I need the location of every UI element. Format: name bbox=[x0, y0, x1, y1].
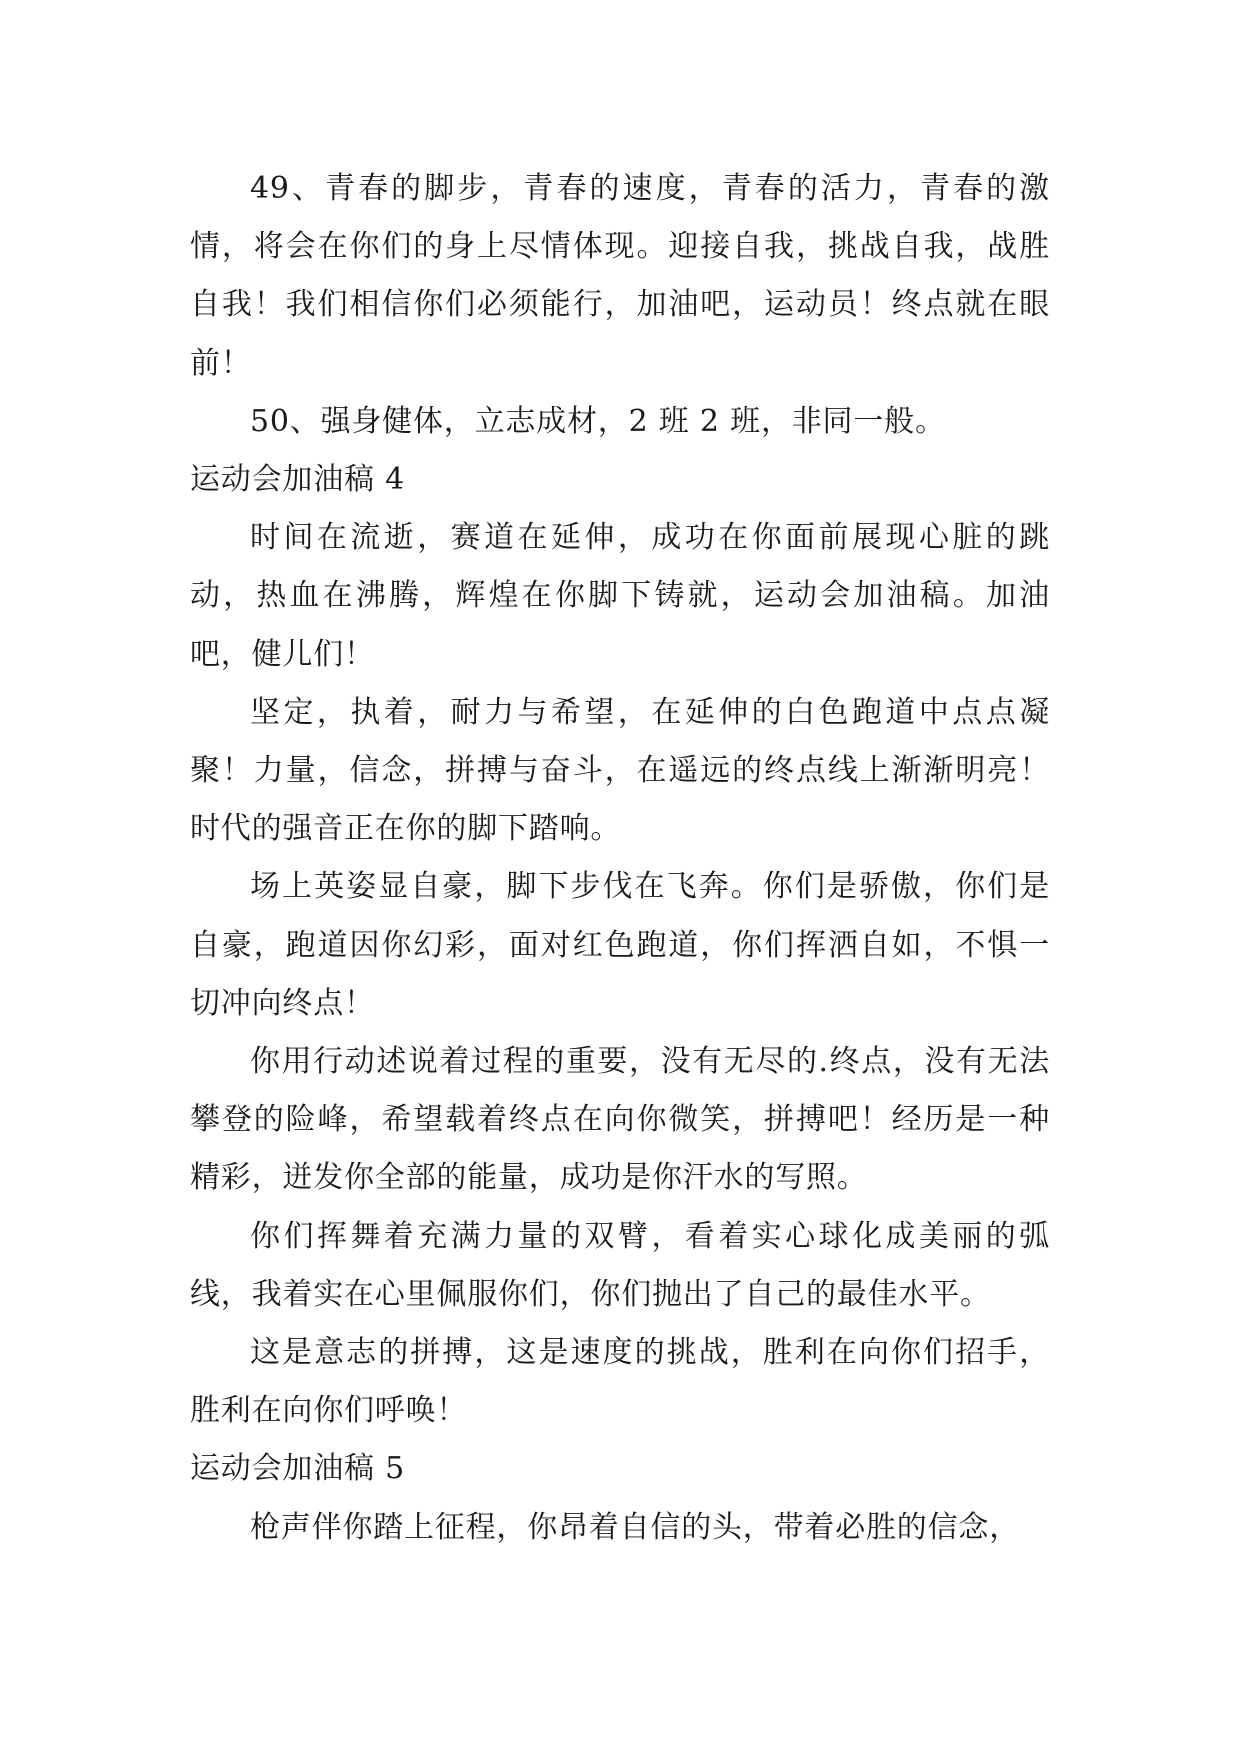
paragraph-50: 50、强身健体，立志成材，2 班 2 班，非同一般。 bbox=[250, 403, 946, 439]
paragraph: 场上英姿显自豪，脚下步伐在飞奔。你们是骄傲，你们是自豪，跑道因你幻彩，面对红色跑道，你们挥洒自如，不惧一切冲向终点！ bbox=[190, 869, 1050, 1021]
paragraph: 这是意志的拼搏，这是速度的挑战，胜利在向你们招手，胜利在向你们呼唤！ bbox=[190, 1335, 1050, 1429]
paragraph-49: 49、青春的脚步，青春的速度，青春的活力，青春的激情，将会在你们的身上尽情体现。迎接自我，挑战自我，战胜自我！我们相信你们必须能行，加油吧，运动员！终点就在眼前！ bbox=[190, 171, 1050, 381]
paragraph: 你们挥舞着充满力量的双臂，看着实心球化成美丽的弧线，我着实在心里佩服你们，你们抛出了自己的最佳水平。 bbox=[190, 1218, 1050, 1312]
paragraph: 坚定，执着，耐力与希望，在延伸的白色跑道中点点凝聚！力量，信念，拼搏与奋斗，在遥远的终点线上渐渐明亮！时代的强音正在你的脚下踏响。 bbox=[190, 694, 1050, 847]
section-heading-5: 运动会加油稿 5 bbox=[190, 1451, 406, 1487]
section-heading-4: 运动会加油稿 4 bbox=[190, 462, 406, 498]
paragraph: 枪声伴你踏上征程，你昂着自信的头，带着必胜的信念， bbox=[250, 1509, 1020, 1545]
document-body bbox=[190, 160, 1050, 1557]
paragraph: 你用行动述说着过程的重要，没有无尽的.终点，没有无法攀登的险峰，希望载着终点在向你微笑，拼搏吧！经历是一种精彩，迸发你全部的能量，成功是你汗水的写照。 bbox=[190, 1044, 1050, 1196]
paragraph: 时间在流逝，赛道在延伸，成功在你面前展现心脏的跳动，热血在沸腾，辉煌在你脚下铸就，运动会加油稿。加油吧，健儿们！ bbox=[190, 520, 1050, 672]
